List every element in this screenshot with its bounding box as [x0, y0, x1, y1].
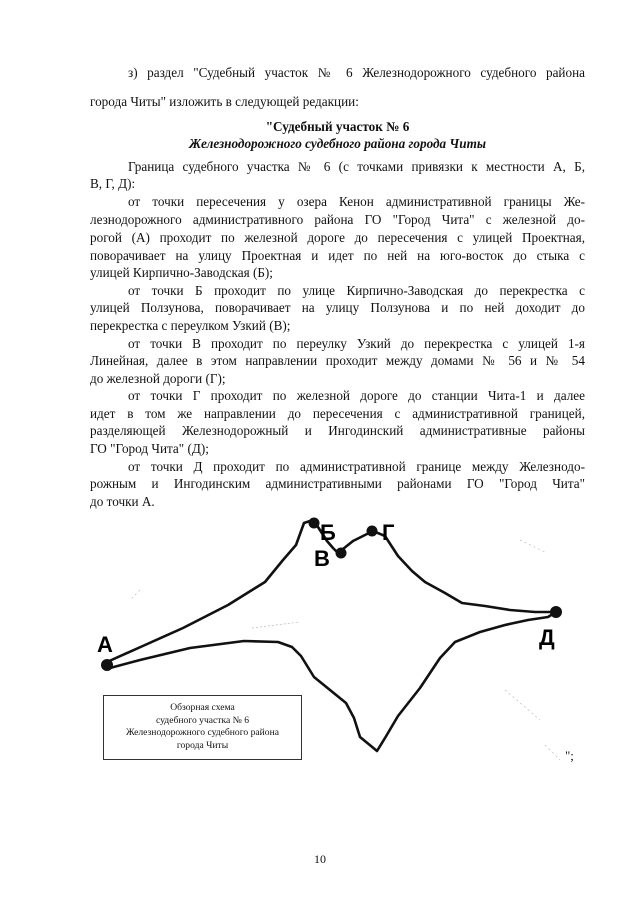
body-line: рогой (А) проходит по железной дороге до пересечения с улицей Проектная, [90, 230, 585, 245]
body-line: разделяющей Железнодорожный и Ингодинский административные районы [90, 423, 585, 438]
map-point-b [309, 518, 320, 529]
body-line: до точки А. [90, 494, 155, 509]
body-line: ГО "Город Чита" (Д); [90, 441, 209, 456]
map-point-a [101, 659, 113, 671]
map-caption-line: Обзорная схема [170, 702, 235, 713]
map-label-d: Д [539, 625, 555, 650]
section-heading-line-2: Железнодорожного судебного района города Читы [188, 136, 487, 151]
body-line: улицей Ползунова, поворачивает на улицу Ползунова и по ней доходит до [90, 300, 585, 315]
body-line: поворачивает на улицу Проектная и идет по ней на юго-восток до стыка с [90, 248, 585, 263]
map-caption-box [103, 695, 302, 760]
section-heading-line-1: "Судебный участок № 6 [265, 119, 410, 134]
map-caption [104, 702, 301, 752]
body-line: Граница судебного участка № 6 (с точками привязки к местности А, Б, [128, 159, 585, 174]
page-number: 10 [314, 852, 326, 866]
body-line: от точки Б проходит по улице Кирпично-Заводская до перекрестка с [128, 283, 585, 298]
map-caption-line: судебного участка № 6 [155, 714, 250, 726]
map-caption-line: Железнодорожного судебного района [125, 727, 279, 738]
body-line: от точки Г проходит по железной дороге до станции Чита-1 и далее [128, 388, 585, 403]
body-line: рожным и Ингодинским административными районами ГО "Город Чита" [90, 476, 585, 491]
body-line: от точки В проходит по переулку Узкий до перекрестка с улицей 1-я [128, 336, 585, 351]
body-line: улицей Кирпично-Заводская (Б); [90, 265, 273, 280]
map-label-g: Г [382, 520, 395, 545]
body-line: идет в том же направлении до пересечения с административной границей, [90, 406, 585, 421]
map-caption-line: города Читы [176, 739, 229, 751]
map-label-b: Б [320, 520, 336, 545]
body-line: от точки пересечения у озера Кенон административной границы Же- [128, 194, 585, 209]
body-line: от точки Д проходит по административной границе между Железнодо- [128, 459, 585, 474]
body-line: до железной дороги (Г); [90, 371, 226, 386]
body-line: Линейная, далее в этом направлении проходит между домами № 56 и № 54 [90, 353, 585, 368]
body-line: В, Г, Д): [90, 176, 136, 191]
map-point-d [550, 606, 562, 618]
map-label-v: В [314, 546, 330, 571]
intro-line-1: з) раздел "Судебный участок № 6 Железнодорожного судебного района [128, 65, 585, 80]
intro-line-2: города Читы" изложить в следующей редакции: [90, 94, 359, 109]
map-point-v [336, 548, 347, 559]
map-label-a: А [97, 632, 113, 657]
map-point-g [367, 526, 378, 537]
body-line: лезнодорожного административного района ГО "Город Чита" с железной до- [90, 212, 585, 227]
body-line: перекрестка с переулком Узкий (В); [90, 318, 291, 333]
closing-quote-mark: "; [565, 748, 574, 763]
